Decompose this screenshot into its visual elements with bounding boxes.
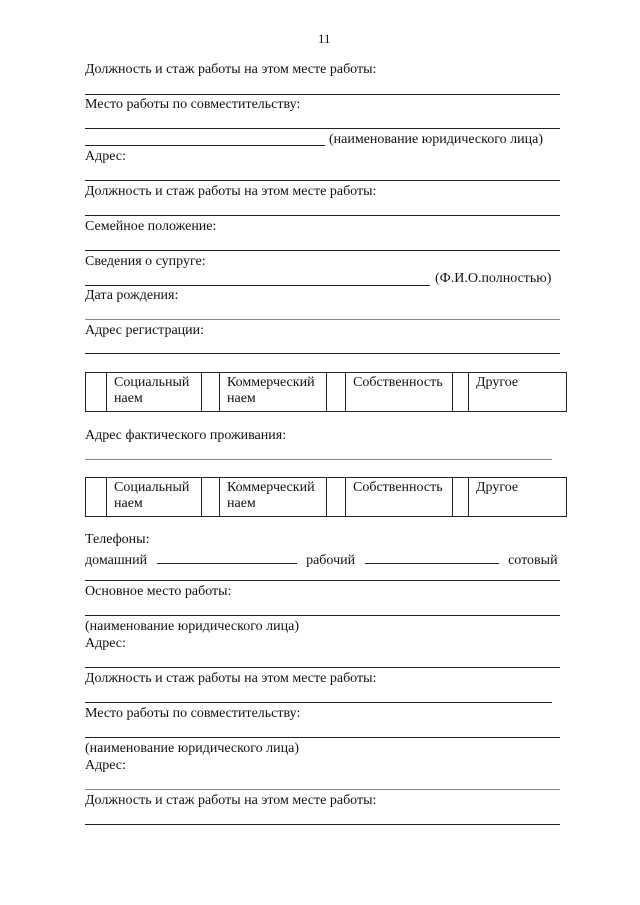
checkbox-commercial[interactable] xyxy=(202,373,220,412)
birth-line[interactable] xyxy=(85,319,560,320)
housing-options-table-2 xyxy=(85,477,567,517)
part-job-label: Место работы по совместительству: xyxy=(85,706,301,721)
mobile-phone-line[interactable] xyxy=(85,580,560,581)
option-ownership-label-2: Собственность xyxy=(346,478,453,517)
position-label: Должность и стаж работы на этом месте работы: xyxy=(85,62,377,77)
page-number: 11 xyxy=(318,31,331,46)
housing-options-table-1 xyxy=(85,372,567,412)
spouse-fio-line[interactable] xyxy=(85,285,430,286)
part-job-address-label: Адрес: xyxy=(85,758,126,773)
actual-address-line[interactable] xyxy=(85,459,552,460)
option-social-label-2: Социальный наем xyxy=(107,478,202,517)
option-commercial-label-2: Коммерческий наем xyxy=(220,478,327,517)
checkbox-other-2[interactable] xyxy=(453,478,469,517)
checkbox-other[interactable] xyxy=(453,373,469,412)
part-job-entity-hint: (наименование юридического лица) xyxy=(85,741,299,756)
reg-line[interactable] xyxy=(85,353,560,354)
main-job-line[interactable] xyxy=(85,615,560,616)
marital-label: Семейное положение: xyxy=(85,219,217,234)
main-job-position-label: Должность и стаж работы на этом месте работы: xyxy=(85,671,377,686)
option-other-label: Другое xyxy=(469,373,567,412)
main-job-address-line[interactable] xyxy=(85,667,560,668)
entity-line[interactable] xyxy=(85,145,325,146)
checkbox-social-2[interactable] xyxy=(86,478,107,517)
work-phone-label: рабочий xyxy=(306,553,356,568)
position-label-2: Должность и стаж работы на этом месте работы: xyxy=(85,184,377,199)
work-phone-field[interactable] xyxy=(365,549,499,564)
address-label: Адрес: xyxy=(85,149,126,164)
checkbox-ownership-2[interactable] xyxy=(327,478,346,517)
part-job-position-label: Должность и стаж работы на этом месте работы: xyxy=(85,793,377,808)
main-job-position-line[interactable] xyxy=(85,702,552,703)
part-job-line[interactable] xyxy=(85,737,560,738)
position-line-2[interactable] xyxy=(85,215,560,216)
checkbox-social[interactable] xyxy=(86,373,107,412)
spouse-label: Сведения о супруге: xyxy=(85,254,206,269)
position-line[interactable] xyxy=(85,94,560,95)
fio-hint: (Ф.И.О.полностью) xyxy=(435,271,552,286)
home-phone-field[interactable] xyxy=(157,549,297,564)
main-job-entity-hint: (наименование юридического лица) xyxy=(85,619,299,634)
actual-address-label: Адрес фактического проживания: xyxy=(85,428,287,443)
option-social-label: Социальный наем xyxy=(107,373,202,412)
part-time-line[interactable] xyxy=(85,128,560,129)
main-job-label: Основное место работы: xyxy=(85,584,232,599)
part-job-address-line[interactable] xyxy=(85,789,560,790)
birth-label: Дата рождения: xyxy=(85,288,179,303)
entity-hint: (наименование юридического лица) xyxy=(329,132,543,147)
option-commercial-label: Коммерческий наем xyxy=(220,373,327,412)
address-line[interactable] xyxy=(85,180,560,181)
reg-label: Адрес регистрации: xyxy=(85,323,205,338)
mobile-phone-label: сотовый xyxy=(508,553,558,568)
option-ownership-label: Собственность xyxy=(346,373,453,412)
phones-row xyxy=(85,549,558,569)
checkbox-commercial-2[interactable] xyxy=(202,478,220,517)
part-job-position-line[interactable] xyxy=(85,824,560,825)
main-job-address-label: Адрес: xyxy=(85,636,126,651)
checkbox-ownership[interactable] xyxy=(327,373,346,412)
part-time-label: Место работы по совместительству: xyxy=(85,97,301,112)
option-other-label-2: Другое xyxy=(469,478,567,517)
marital-line[interactable] xyxy=(85,250,560,251)
home-phone-label: домашний xyxy=(85,553,148,568)
phones-label: Телефоны: xyxy=(85,532,150,547)
